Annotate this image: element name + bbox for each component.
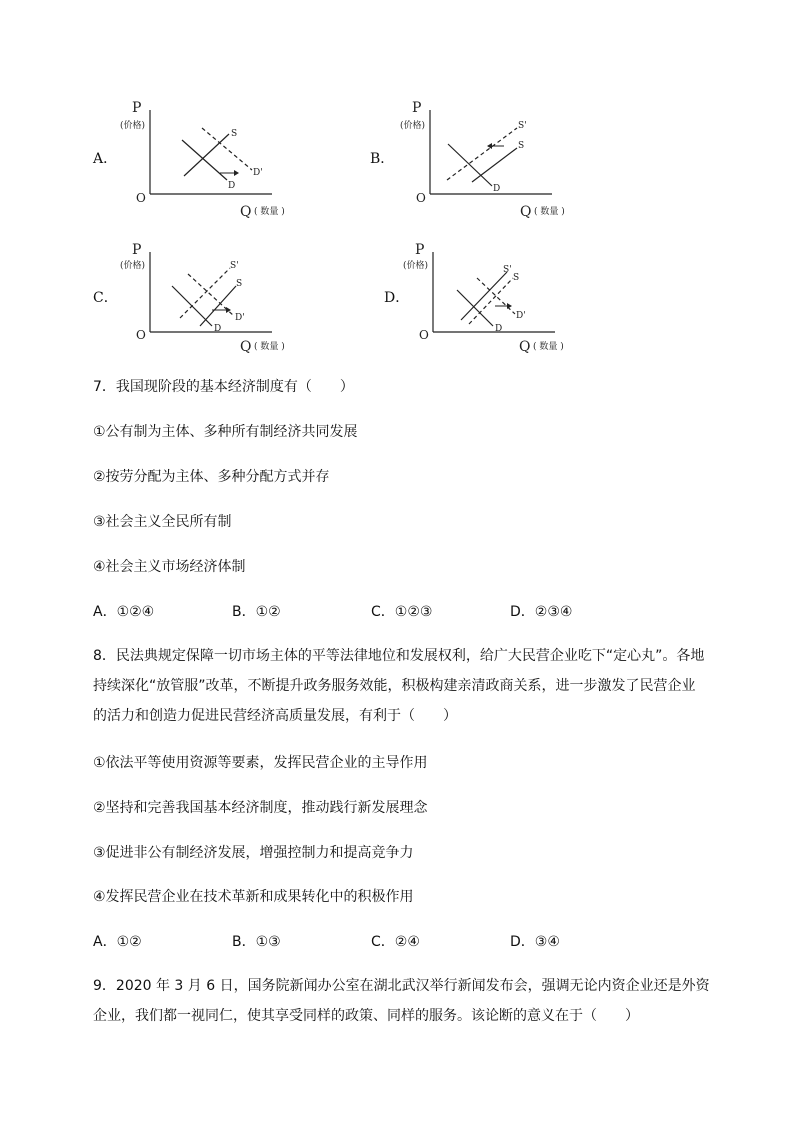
- choice-d[interactable]: [510, 931, 560, 951]
- answer-choices: [93, 601, 572, 621]
- curve-label: S: [236, 279, 243, 289]
- question-item: ①依法平等使用资源等要素，发挥民营企业的主导作用: [93, 755, 428, 771]
- curve-label: D: [228, 181, 236, 191]
- price-axis-label: (价格): [400, 121, 426, 131]
- choice-a[interactable]: [93, 601, 232, 621]
- question-item: ④社会主义市场经济体制: [93, 559, 246, 575]
- question-item: ③促进非公有制经济发展，增强控制力和提高竞争力: [93, 845, 414, 861]
- graph-b: [392, 98, 592, 223]
- choice-text: ①②: [255, 604, 281, 620]
- question-stem: 8．民法典规定保障一切市场主体的平等法律地位和发展权利，给广大民营企业吃下“定心丸”。各地: [93, 648, 705, 664]
- supply-curve-s-prime: [447, 128, 517, 180]
- q-axis-label: Q: [519, 339, 531, 355]
- q-axis-label: Q: [240, 339, 252, 355]
- question-item: ②按劳分配为主体、多种分配方式并存: [93, 469, 330, 485]
- question-stem: 企业，我们都一视同仁，使其享受同样的政策、同样的服务。该论断的意义在于（ ）: [93, 1008, 639, 1024]
- question-item: ③社会主义全民所有制: [93, 514, 232, 530]
- p-axis-label: P: [412, 100, 422, 116]
- question-stem: 持续深化“放管服”改革，不断提升政务服务效能，积极构建亲清政商关系，进一步激发了民营企业: [93, 678, 696, 694]
- quantity-axis-label: ( 数量 ): [534, 207, 565, 217]
- price-axis-label: (价格): [403, 261, 429, 271]
- p-axis-label: P: [132, 100, 142, 116]
- supply-curve-s: [184, 134, 229, 176]
- q-axis-label: Q: [240, 204, 252, 220]
- option-c-letter: C．: [93, 290, 118, 306]
- graph-d: [395, 240, 595, 358]
- q-axis-label: Q: [520, 204, 532, 220]
- choice-c[interactable]: [371, 601, 510, 621]
- curve-label: D: [493, 184, 501, 194]
- choice-text: ②④: [394, 934, 420, 950]
- curve-label: D': [253, 168, 263, 178]
- demand-curve-d: [448, 144, 492, 186]
- choice-c[interactable]: [371, 931, 510, 951]
- origin-label: O: [419, 328, 429, 342]
- choice-text: ①②④: [116, 604, 155, 620]
- curve-label: D: [214, 324, 222, 334]
- choice-letter: C．: [371, 934, 395, 950]
- question-item: ①公有制为主体、多种所有制经济共同发展: [93, 424, 358, 440]
- origin-label: O: [136, 191, 146, 205]
- quantity-axis-label: ( 数量 ): [533, 342, 564, 352]
- option-a-letter: A．: [93, 151, 118, 167]
- supply-curve-s: [461, 272, 507, 320]
- answer-choices: [93, 931, 560, 951]
- question-item: ②坚持和完善我国基本经济制度，推动践行新发展理念: [93, 800, 428, 816]
- question-stem: 9．2020 年 3 月 6 日，国务院新闻办公室在湖北武汉举行新闻发布会，强调无论内资企业还是外资: [93, 978, 710, 994]
- choice-b[interactable]: [232, 601, 371, 621]
- curve-label: S': [518, 121, 527, 131]
- supply-curve-s: [472, 148, 517, 182]
- choice-text: ①②: [116, 934, 142, 950]
- curve-label: S: [518, 141, 525, 151]
- curve-label: D: [495, 324, 503, 334]
- question-stem: 的活力和创造力促进民营经济高质量发展，有利于（ ）: [93, 708, 457, 724]
- choice-letter: D．: [510, 604, 535, 620]
- question-item: ④发挥民营企业在技术革新和成果转化中的积极作用: [93, 889, 414, 905]
- p-axis-label: P: [132, 242, 142, 258]
- question-stem: 7．我国现阶段的基本经济制度有（ ）: [93, 379, 354, 395]
- curve-label: D': [235, 313, 245, 323]
- choice-letter: A．: [93, 604, 117, 620]
- graph-a: [112, 98, 312, 223]
- demand-curve-d: [457, 290, 493, 326]
- origin-label: O: [136, 328, 146, 342]
- choice-d[interactable]: [510, 601, 572, 621]
- quantity-axis-label: ( 数量 ): [254, 342, 285, 352]
- choice-letter: D．: [510, 934, 535, 950]
- curve-label: S': [230, 261, 239, 271]
- choice-b[interactable]: [232, 931, 371, 951]
- option-d-letter: D．: [384, 290, 410, 306]
- choice-text: ②③④: [534, 604, 573, 620]
- curve-label: S': [503, 265, 512, 275]
- choice-text: ①②③: [394, 604, 433, 620]
- graph-c: [112, 240, 312, 358]
- origin-label: O: [416, 191, 426, 205]
- arrow-head-icon: [487, 143, 492, 149]
- price-axis-label: (价格): [120, 261, 146, 271]
- curve-label: D': [516, 311, 526, 321]
- option-b-letter: B．: [370, 151, 395, 167]
- choice-text: ③④: [534, 934, 560, 950]
- arrow-head-icon: [234, 170, 239, 176]
- choice-a[interactable]: [93, 931, 232, 951]
- choice-letter: B．: [232, 934, 256, 950]
- curve-label: S: [231, 129, 238, 139]
- p-axis-label: P: [415, 242, 425, 258]
- quantity-axis-label: ( 数量 ): [254, 207, 285, 217]
- choice-text: ①③: [255, 934, 281, 950]
- choice-letter: B．: [232, 604, 256, 620]
- supply-curve-s-prime: [469, 278, 513, 324]
- demand-curve-d: [182, 140, 227, 180]
- choice-letter: C．: [371, 604, 395, 620]
- curve-label: S: [513, 273, 520, 283]
- price-axis-label: (价格): [120, 121, 146, 131]
- choice-letter: A．: [93, 934, 117, 950]
